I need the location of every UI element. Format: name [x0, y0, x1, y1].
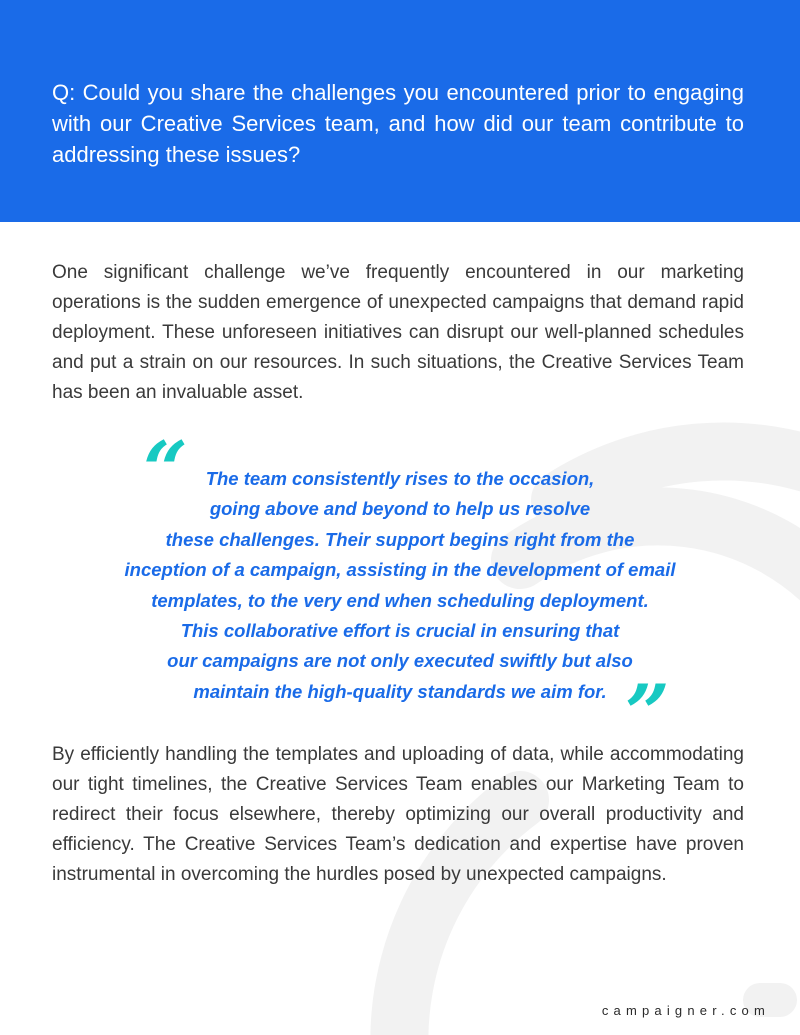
- question-text: Q: Could you share the challenges you encountered prior to engaging with our Creative Services team, and how did our team contribute to addressing these issues?: [52, 80, 744, 167]
- quote-line: going above and beyond to help us resolve: [209, 498, 591, 520]
- question-header-banner: [0, 0, 800, 222]
- quote-line: maintain the high-quality standards we aim for.: [193, 680, 607, 702]
- quote-line: our campaigns are not only executed swiftly but also: [167, 650, 633, 672]
- footer-website-url: campaigner.com: [601, 1003, 770, 1018]
- quote-line: templates, to the very end when scheduling deployment.: [151, 589, 649, 611]
- testimonial-quote: [90, 464, 710, 707]
- intro-paragraph: One significant challenge we’ve frequently encountered in our marketing operations is the sudden emergence of unexpected campaigns that demand rapid deployment. These unforeseen initiatives can disrupt our well-planned schedules and put a strain on our resources. In such situations, the Creative Services Team has been an invaluable asset.: [52, 262, 744, 403]
- quote-text: [90, 464, 710, 707]
- quote-line: inception of a campaign, assisting in the development of email: [124, 559, 676, 581]
- quote-line: these challenges. Their support begins right from the: [165, 528, 635, 550]
- quote-line: The team consistently rises to the occasion,: [205, 468, 595, 489]
- open-quote-icon: “: [143, 425, 188, 516]
- quote-line: This collaborative effort is crucial in ensuring that: [180, 620, 620, 642]
- close-quote-icon: ”: [625, 668, 670, 759]
- closing-paragraph: By efficiently handling the templates and uploading of data, while accommodating our tight timelines, the Creative Services Team enables our Marketing Team to redirect their focus elsewhere, thereby optimizing our overall productivity and efficiency. The Creative Services Team’s dedication and expertise have proven instrumental in overcoming the hurdles posed by unexpected campaigns.: [52, 744, 744, 885]
